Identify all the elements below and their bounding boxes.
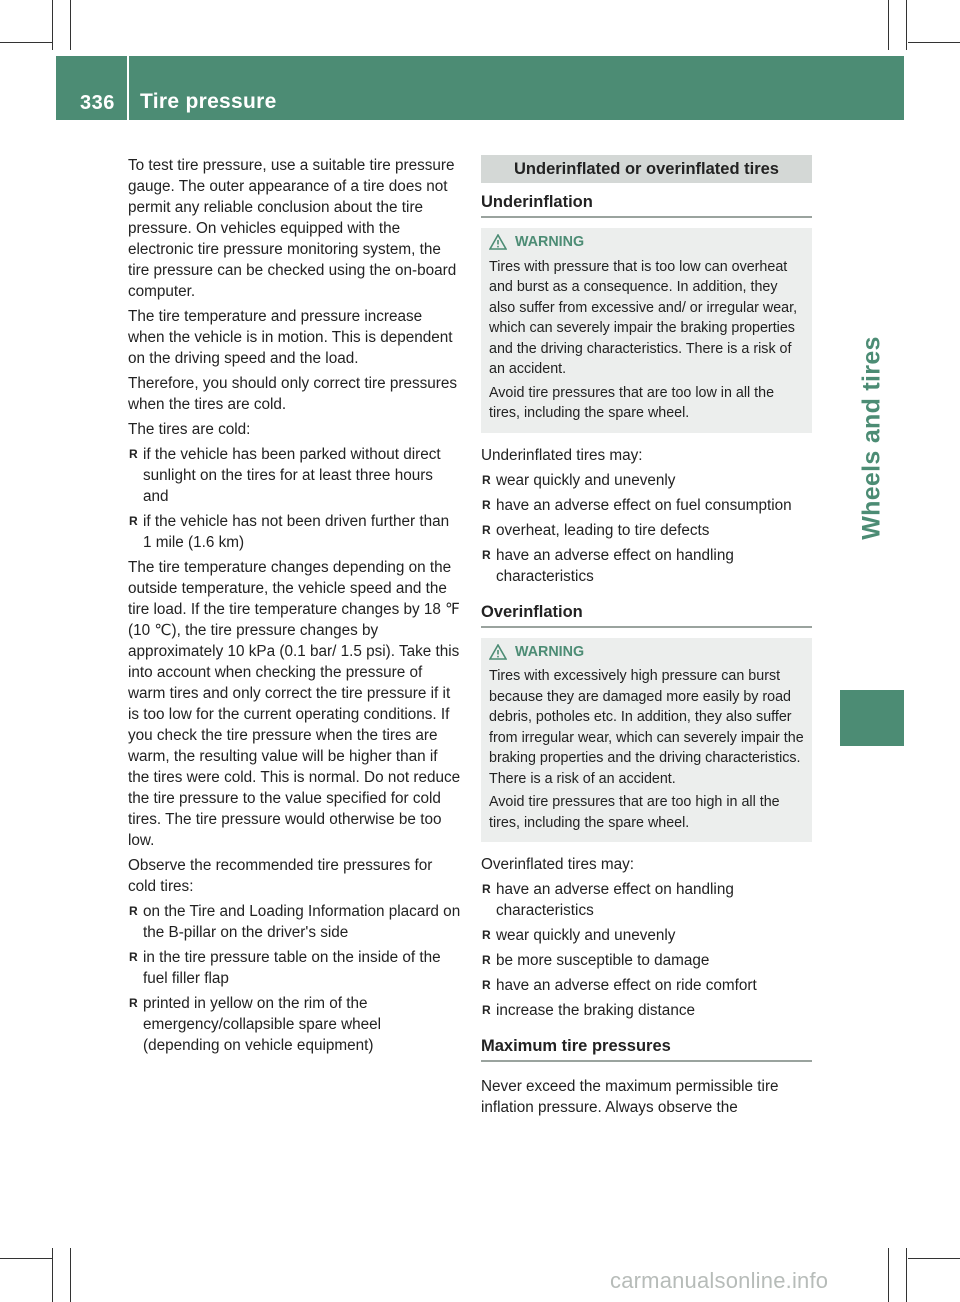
list-item: R printed in yellow on the rim of the emergency/collapsible spare wheel (depending on vehicle equipment) (128, 993, 461, 1056)
warning-title: WARNING (515, 234, 585, 250)
right-column (481, 155, 812, 1122)
chapter-side-label: Wheels and tires (857, 336, 886, 540)
crop-mark (70, 1248, 71, 1302)
warning-text: Avoid tire pressures that are too low in all the tires, including the spare wheel. (489, 384, 775, 421)
paragraph: The tires are cold: (128, 421, 251, 438)
list-item: R have an adverse effect on fuel consumption (481, 495, 812, 516)
underinflation-warning (481, 228, 812, 433)
paragraph: Observe the recommended tire pressures for cold tires: (128, 857, 433, 895)
crop-mark (52, 0, 53, 50)
list-item: R wear quickly and unevenly (481, 470, 812, 491)
header-divider (127, 56, 129, 120)
list-item: R on the Tire and Loading Information placard on the B-pillar on the driver's side (128, 901, 461, 943)
crop-mark (888, 0, 889, 50)
underinflation-list (481, 470, 812, 587)
paragraph: Therefore, you should only correct tire pressures when the tires are cold. (128, 375, 458, 413)
section-title: Underinflated or overinflated tires (481, 155, 812, 183)
overinflation-warning (481, 638, 812, 843)
list-item: R overheat, leading to tire defects (481, 520, 812, 541)
warning-text: Tires with pressure that is too low can overheat and burst as a consequence. In addition, they also suffer from excessive and/ or irregular wear, which can severely impair the braking properties and the driving characteristics. There is a risk of an accident. (489, 258, 798, 377)
crop-mark (0, 42, 52, 43)
underinflation-heading: Underinflation (481, 191, 812, 218)
paragraph: Overinflated tires may: (481, 856, 635, 873)
warning-triangle-icon (489, 234, 507, 250)
cold-conditions-list (128, 444, 461, 553)
list-item: R increase the braking distance (481, 1000, 812, 1021)
pressure-location-list (128, 901, 461, 1056)
left-column (128, 155, 461, 1060)
crop-mark (888, 1248, 889, 1302)
paragraph: The tire temperature and pressure increase when the vehicle is in motion. This is dependent on the driving speed and the load. (128, 308, 453, 367)
paragraph: Underinflated tires may: (481, 446, 643, 464)
warning-header (489, 642, 804, 663)
crop-mark (52, 1248, 53, 1302)
warning-header (489, 232, 804, 253)
warning-triangle-icon (489, 644, 507, 660)
list-item: R if the vehicle has not been driven further than 1 mile (1.6 km) (128, 511, 461, 553)
chapter-tab-block (840, 690, 904, 746)
warning-text: Avoid tire pressures that are too high in all the tires, including the spare wheel. (489, 794, 780, 831)
paragraph: The tire temperature changes depending on the outside temperature, the vehicle speed and the tire load. If the tire temperature changes by 18 ℉ (10 ℃), the tire pressure changes by approximately 10 kPa (0.1 bar/ 1.5 psi). Take this into account when checking the pressure of warm tires and only correct the tire pressure if it is too low for the current operating conditions. If you check the tire pressure when the tires are warm, the resulting value will be higher than if the tires were cold. This is normal. Do not reduce the tire pressure to the value specified for cold tires. The tire pressure would otherwise be too low. (128, 559, 461, 849)
crop-mark (908, 1258, 960, 1259)
watermark: carmanualsonline.info (610, 1268, 829, 1293)
list-item: R wear quickly and unevenly (481, 925, 812, 946)
overinflation-list (481, 879, 812, 1021)
paragraph: To test tire pressure, use a suitable tire pressure gauge. The outer appearance of a tire does not permit any reliable conclusion about the tire pressure. On vehicles equipped with the electronic tire pressure monitoring system, the tire pressure can be checked using the on-board computer. (128, 157, 457, 300)
list-item: R in the tire pressure table on the inside of the fuel filler flap (128, 947, 461, 989)
crop-mark (906, 0, 907, 50)
page-number: 336 (80, 92, 115, 114)
crop-mark (0, 1258, 52, 1259)
page-title: Tire pressure (140, 90, 277, 113)
warning-title: WARNING (515, 643, 585, 660)
crop-mark (906, 1248, 907, 1302)
overinflation-heading: Overinflation (481, 601, 812, 628)
paragraph: Never exceed the maximum permissible tire inflation pressure. Always observe the (481, 1078, 779, 1116)
list-item: R have an adverse effect on handling characteristics (481, 879, 812, 921)
crop-mark (908, 42, 960, 43)
list-item: R have an adverse effect on handling characteristics (481, 545, 812, 587)
list-item: R have an adverse effect on ride comfort (481, 975, 812, 996)
crop-mark (70, 0, 71, 50)
warning-text: Tires with excessively high pressure can burst because they are damaged more easily by road debris, potholes etc. In addition, they also suffer from irregular wear, which can severely impair the braking properties and the driving characteristics. There is a risk of an accident. (489, 668, 804, 787)
list-item: R if the vehicle has been parked without direct sunlight on the tires for at least three hours and (128, 444, 461, 507)
list-item: R be more susceptible to damage (481, 950, 812, 971)
max-pressure-heading: Maximum tire pressures (481, 1035, 812, 1062)
